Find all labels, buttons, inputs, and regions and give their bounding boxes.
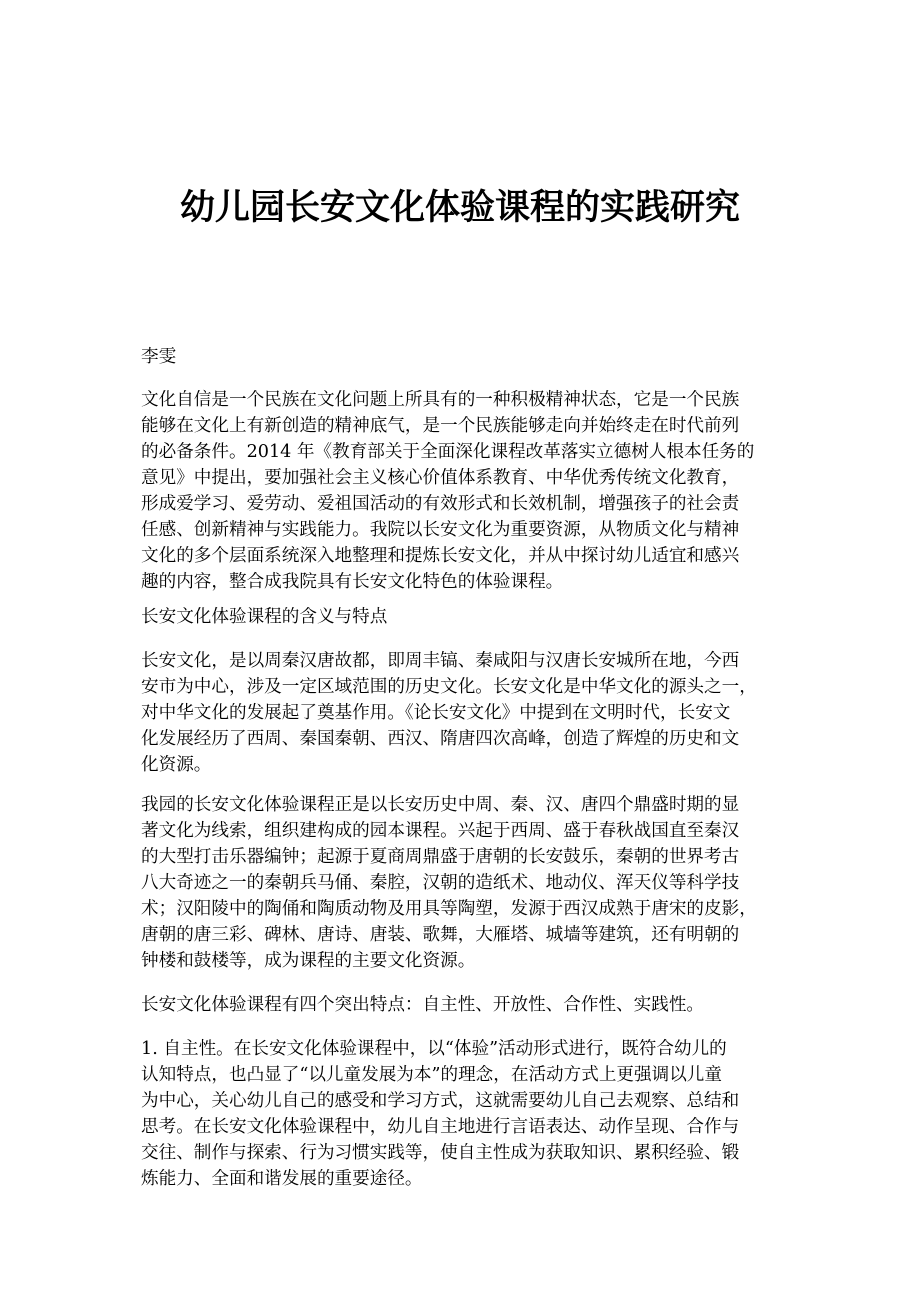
text-line: 化发展经历了西周、秦国秦朝、西汉、隋唐四次高峰，创造了辉煌的历史和文 [141, 729, 740, 749]
text-line: 著文化为线索，组织建构成的园本课程。兴起于西周、盛于春秋战国直至秦汉 [141, 821, 740, 841]
text-line: 文化的多个层面系统深入地整理和提炼长安文化，并从中探讨幼儿适宜和感兴 [141, 546, 740, 566]
text-line: 为中心，关心幼儿自己的感受和学习方式，这就需要幼儿自己去观察、总结和 [141, 1091, 740, 1111]
text-line: 我园的长安文化体验课程正是以长安历史中周、秦、汉、唐四个鼎盛时期的显 [141, 795, 740, 815]
text-line: 能够在文化上有新创造的精神底气，是一个民族能够走向并始终走在时代前列 [141, 416, 740, 436]
text-line: 钟楼和鼓楼等，成为课程的主要文化资源。 [141, 951, 476, 971]
text-line: 的必备条件。2014 年《教育部关于全面深化课程改革落实立德树人根本任务的 [141, 442, 755, 462]
text-line: 八大奇迹之一的秦朝兵马俑、秦腔，汉朝的造纸术、地动仪、浑天仪等科学技 [141, 873, 740, 893]
section-heading-meaning [141, 604, 786, 630]
document-title: 幼儿园长安文化体验课程的实践研究 [179, 187, 740, 228]
paragraph-autonomy [141, 1036, 786, 1192]
text-line: 炼能力、全面和谐发展的重要途径。 [141, 1169, 423, 1189]
text-line: 化资源。 [141, 755, 212, 775]
text-line: 任感、创新精神与实践能力。我院以长安文化为重要资源，从物质文化与精神 [141, 520, 740, 540]
text-line: 术；汉阳陵中的陶俑和陶质动物及用具等陶塑，发源于西汉成熟于唐宋的皮影， [141, 899, 757, 919]
text-line: 长安文化体验课程有四个突出特点：自主性、开放性、合作性、实践性。 [141, 995, 705, 1015]
author: 李雯 [141, 347, 177, 367]
text-line: 长安文化体验课程的含义与特点 [141, 607, 388, 627]
text-line: 形成爱学习、爱劳动、爱祖国活动的有效形式和长效机制，增强孩子的社会责 [141, 494, 740, 514]
text-line: 思考。在长安文化体验课程中，幼儿自主地进行言语表达、动作呈现、合作与 [141, 1117, 740, 1137]
paragraph-intro [141, 387, 786, 595]
text-line: 的大型打击乐器编钟；起源于夏商周鼎盛于唐朝的长安鼓乐，秦朝的世界考古 [141, 847, 740, 867]
text-line: 长安文化，是以周秦汉唐故都，即周丰镐、秦咸阳与汉唐长安城所在地，今西 [141, 651, 740, 671]
section-heading-features [141, 992, 786, 1018]
text-line: 唐朝的唐三彩、碑林、唐诗、唐装、歌舞，大雁塔、城墙等建筑，还有明朝的 [141, 925, 740, 945]
text-line: 趣的内容，整合成我院具有长安文化特色的体验课程。 [141, 572, 564, 592]
text-line: 安市为中心，涉及一定区域范围的历史文化。长安文化是中华文化的源头之一， [141, 677, 757, 697]
paragraph-changan-culture [141, 648, 786, 778]
text-line: 认知特点，也凸显了“以儿童发展为本”的理念，在活动方式上更强调以儿童 [141, 1065, 722, 1085]
text-line: 文化自信是一个民族在文化问题上所具有的一种积极精神状态，它是一个民族 [141, 390, 740, 410]
text-line: 交往、制作与探索、行为习惯实践等，使自主性成为获取知识、累积经验、锻 [141, 1143, 740, 1163]
text-line: 意见》中提出，要加强社会主义核心价值体系教育、中华优秀传统文化教育， [141, 468, 740, 488]
text-line: 1. 自主性。在长安文化体验课程中，以“体验”活动形式进行，既符合幼儿的 [141, 1039, 727, 1059]
text-line: 对中华文化的发展起了奠基作用。《论长安文化》中提到在文明时代，长安文 [141, 703, 731, 723]
paragraph-course-resources [141, 792, 786, 974]
